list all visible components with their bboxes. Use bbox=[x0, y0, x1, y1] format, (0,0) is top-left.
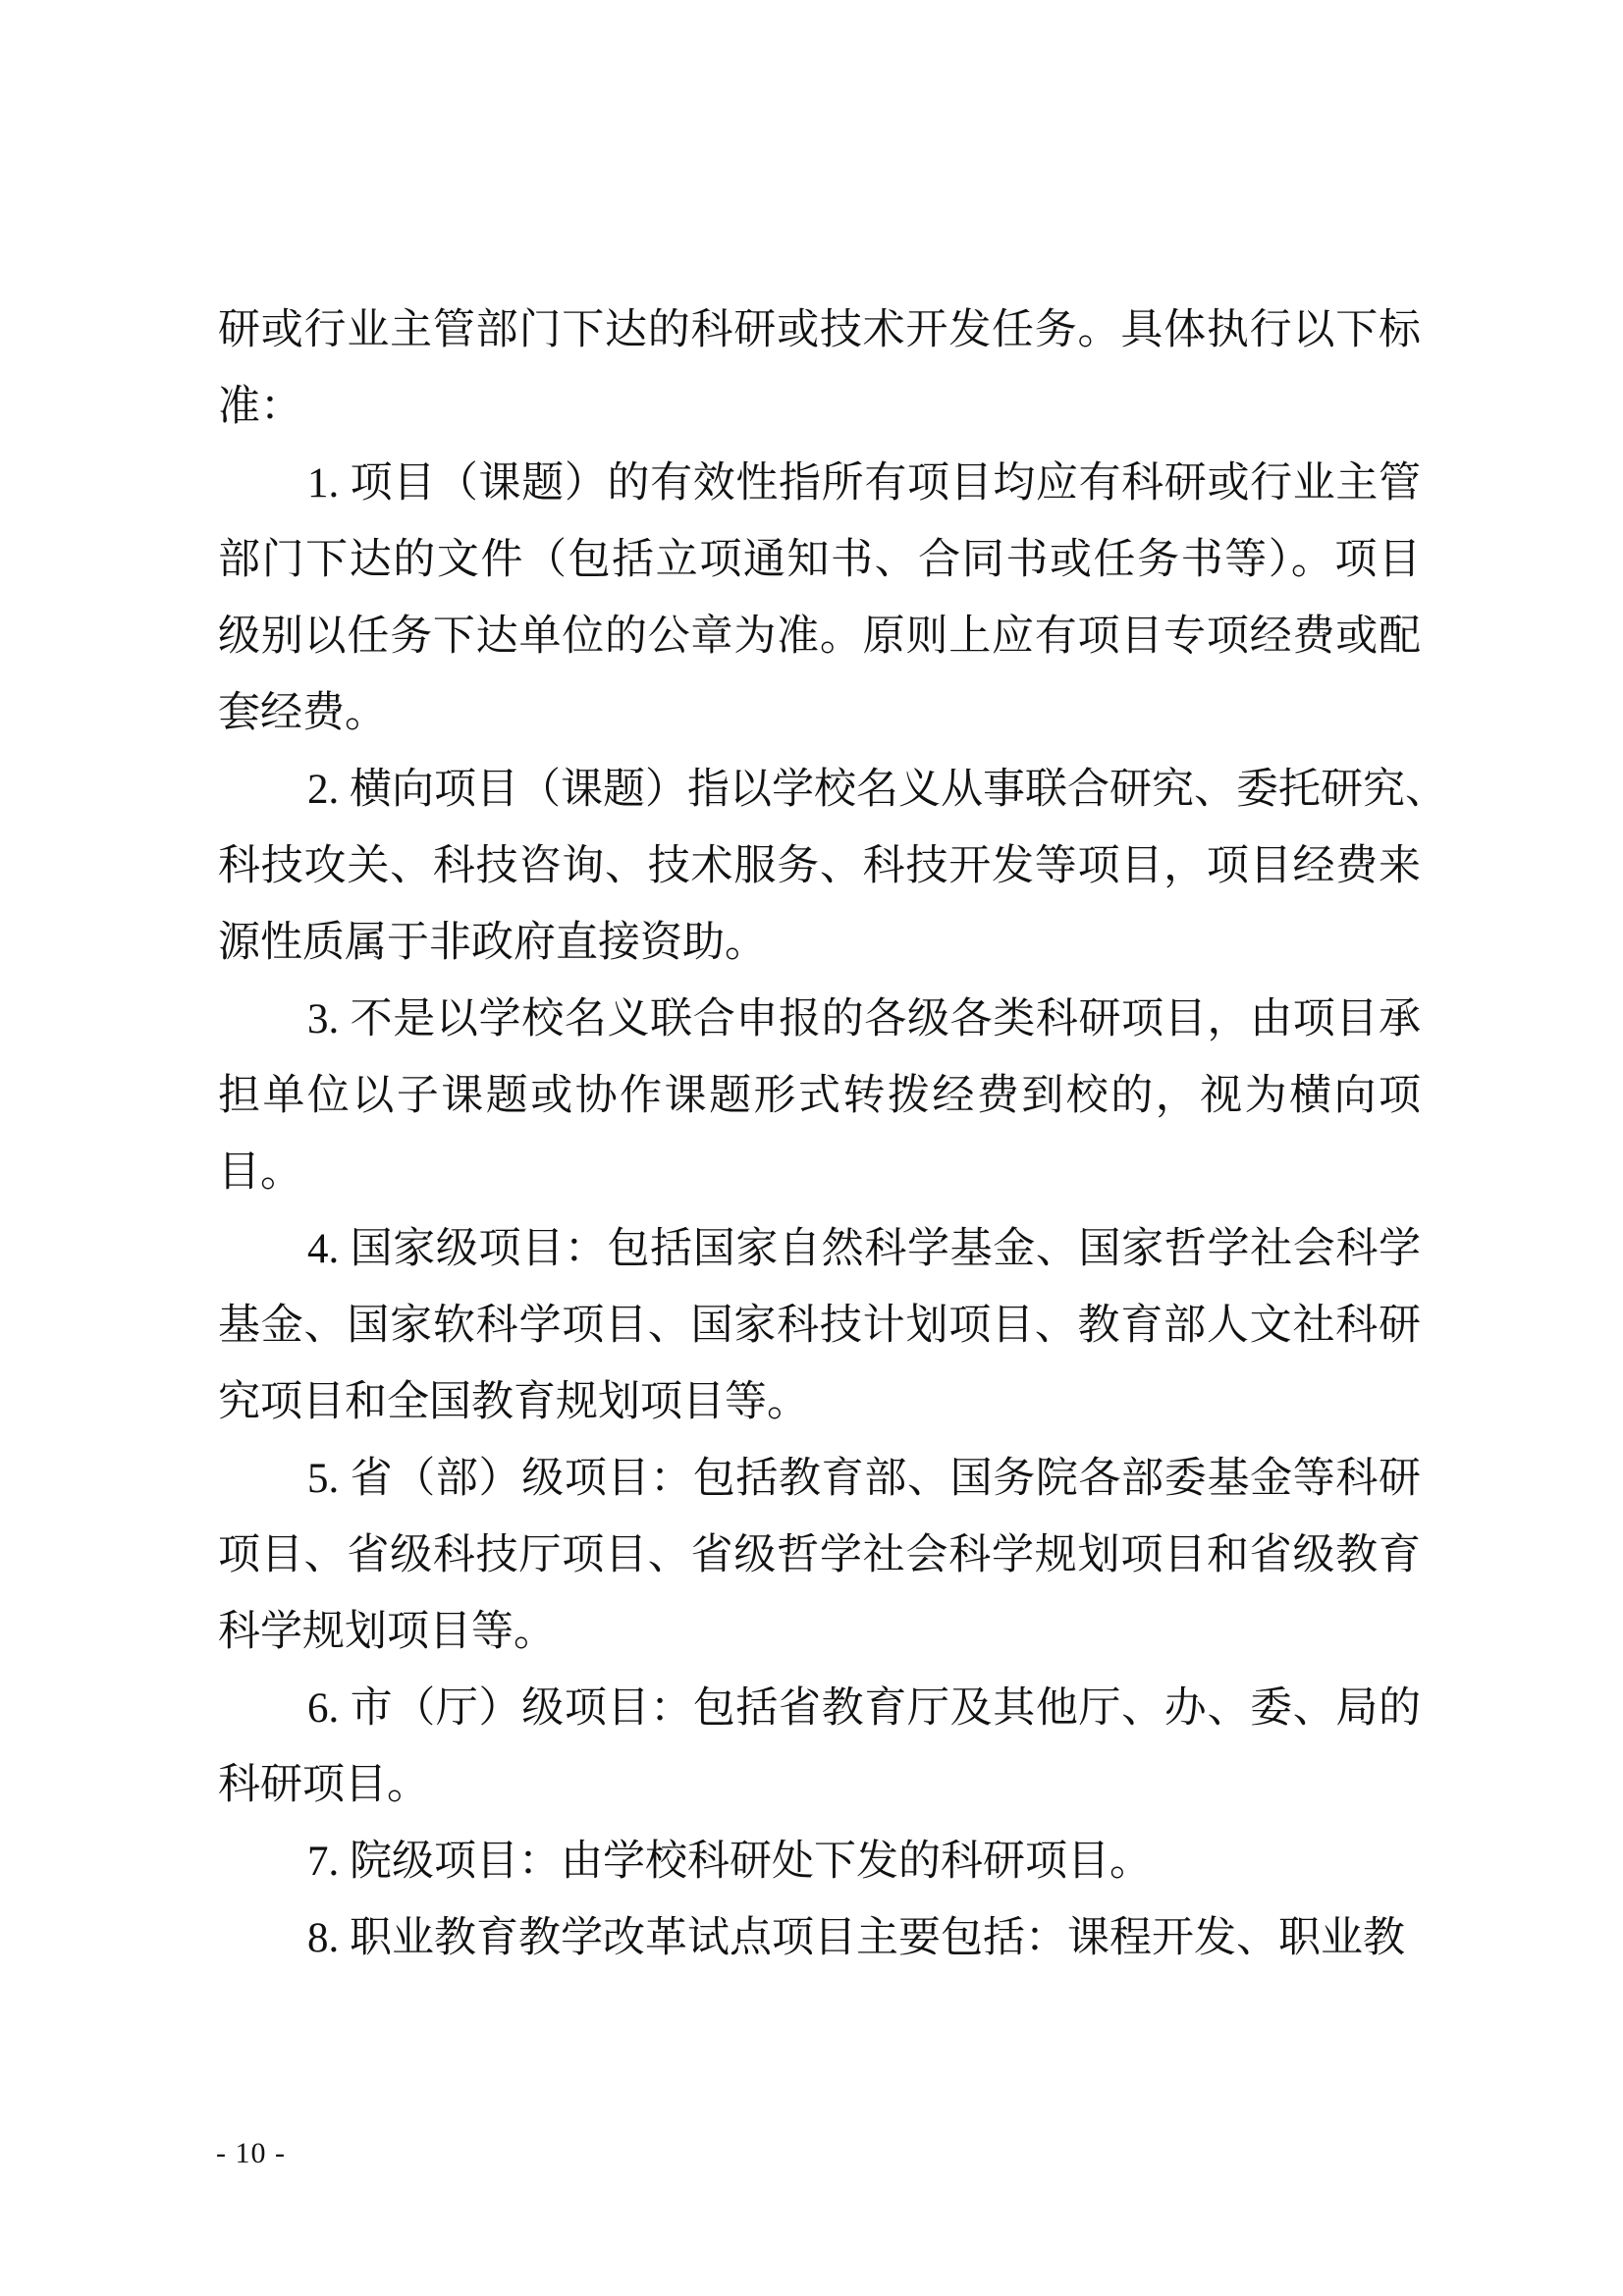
text-line: 4. 国家级项目：包括国家自然科学基金、国家哲学社会科学 bbox=[307, 1226, 1421, 1272]
text-line: 1. 项目（课题）的有效性指所有项目均应有科研或行业主管 bbox=[307, 460, 1421, 507]
paragraph bbox=[218, 1441, 1421, 1671]
text-line: 2. 横向项目（课题）指以学校名义从事联合研究、委托研究、 bbox=[307, 767, 1447, 813]
paragraph bbox=[218, 1671, 1421, 1824]
text-line: 8. 职业教育教学改革试点项目主要包括：课程开发、职业教 bbox=[307, 1915, 1405, 1961]
paragraph bbox=[218, 1900, 1421, 1977]
text-line: 科技攻关、科技咨询、技术服务、科技开发等项目，项目经费来 bbox=[218, 843, 1421, 889]
text-line: 准： bbox=[218, 384, 302, 430]
text-line: 科学规划项目等。 bbox=[218, 1609, 556, 1655]
paragraph bbox=[218, 1211, 1421, 1441]
text-line: 级别以任务下达单位的公章为准。原则上应有项目专项经费或配 bbox=[218, 614, 1421, 660]
text-line: 项目、省级科技厅项目、省级哲学社会科学规划项目和省级教育 bbox=[218, 1532, 1421, 1578]
paragraph bbox=[218, 752, 1447, 982]
paragraph bbox=[218, 446, 1421, 752]
text-line: 基金、国家软科学项目、国家科技计划项目、教育部人文社科研 bbox=[218, 1303, 1421, 1349]
paragraph bbox=[218, 982, 1421, 1211]
text-line: 6. 市（厅）级项目：包括省教育厅及其他厅、办、委、局的 bbox=[307, 1685, 1421, 1732]
text-line: 3. 不是以学校名义联合申报的各级各类科研项目，由项目承 bbox=[307, 996, 1421, 1042]
text-line: 5. 省（部）级项目：包括教育部、国务院各部委基金等科研 bbox=[307, 1456, 1421, 1502]
text-line: 7. 院级项目：由学校科研处下发的科研项目。 bbox=[307, 1839, 1152, 1885]
text-line: 源性质属于非政府直接资助。 bbox=[218, 920, 767, 966]
paragraph bbox=[218, 293, 1421, 446]
text-line: 究项目和全国教育规划项目等。 bbox=[218, 1379, 809, 1425]
text-line: 部门下达的文件（包括立项通知书、合同书或任务书等）。项目 bbox=[218, 537, 1421, 583]
text-line: 套经费。 bbox=[218, 690, 387, 736]
page-number: - 10 - bbox=[216, 2137, 286, 2169]
text-line: 担单位以子课题或协作课题形式转拨经费到校的，视为横向项 bbox=[218, 1073, 1421, 1119]
text-line: 研或行业主管部门下达的科研或技术开发任务。具体执行以下标 bbox=[218, 307, 1421, 353]
text-line: 目。 bbox=[218, 1149, 302, 1196]
paragraph bbox=[218, 1824, 1421, 1900]
text-body bbox=[218, 293, 1447, 1977]
text-line: 科研项目。 bbox=[218, 1762, 429, 1808]
